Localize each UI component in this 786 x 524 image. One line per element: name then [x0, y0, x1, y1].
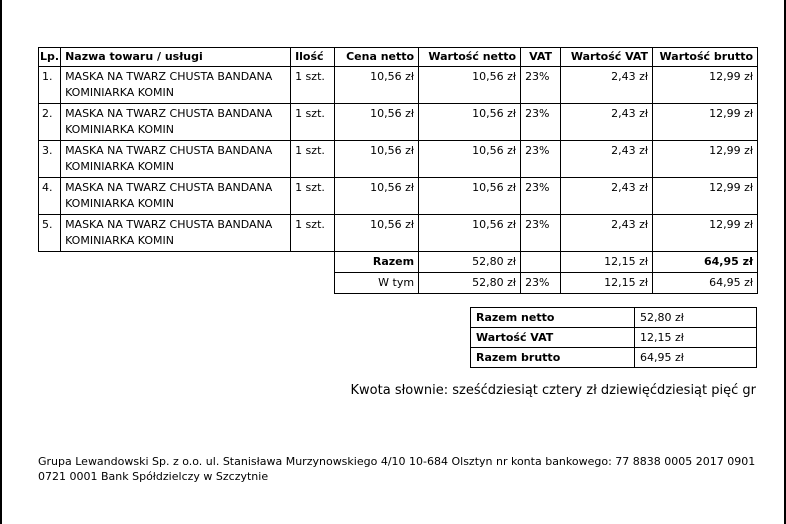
cell-vat: 23%: [521, 215, 561, 252]
invoice-items-table: [38, 47, 758, 294]
cell-qty: 1 szt.: [291, 104, 335, 141]
header-net-value: Wartość netto: [419, 48, 521, 67]
cell-vat: 23%: [521, 67, 561, 104]
summary-label: Razem netto: [471, 308, 635, 328]
table-row: [39, 104, 758, 141]
company-footer: Grupa Lewandowski Sp. z o.o. ul. Stanisława Murzynowskiego 4/10 10-684 Olsztyn nr konta bankowego: 77 8838 0005 2017 0901 0721 0001 Bank Spółdzielczy w Szczytnie: [38, 455, 756, 483]
breakdown-label: W tym: [335, 273, 419, 294]
table-row: [39, 178, 758, 215]
cell-qty: 1 szt.: [291, 178, 335, 215]
summary-row: [471, 328, 757, 348]
cell-net-value: 10,56 zł: [419, 67, 521, 104]
header-gross-value: Wartość brutto: [653, 48, 758, 67]
totals-vat: [521, 252, 561, 273]
cell-vat: 23%: [521, 178, 561, 215]
header-vat-value: Wartość VAT: [561, 48, 653, 67]
cell-net-price: 10,56 zł: [335, 178, 419, 215]
totals-row: [39, 252, 758, 273]
breakdown-vat: 23%: [521, 273, 561, 294]
totals-vat-value: 12,15 zł: [561, 252, 653, 273]
cell-vat: 23%: [521, 104, 561, 141]
cell-gross-value: 12,99 zł: [653, 178, 758, 215]
vat-breakdown-row: [39, 273, 758, 294]
summary-value: 64,95 zł: [635, 348, 757, 368]
cell-net-price: 10,56 zł: [335, 215, 419, 252]
cell-qty: 1 szt.: [291, 215, 335, 252]
cell-vat-value: 2,43 zł: [561, 215, 653, 252]
breakdown-gross-value: 64,95 zł: [653, 273, 758, 294]
header-name: Nazwa towaru / usługi: [61, 48, 291, 67]
cell-net-price: 10,56 zł: [335, 67, 419, 104]
summary-row: [471, 308, 757, 328]
cell-name: MASKA NA TWARZ CHUSTA BANDANA KOMINIARKA KOMIN: [61, 104, 291, 141]
summary-table: [470, 307, 757, 368]
page-border-left: [0, 0, 2, 524]
cell-name: MASKA NA TWARZ CHUSTA BANDANA KOMINIARKA KOMIN: [61, 215, 291, 252]
cell-lp: 1.: [39, 67, 61, 104]
cell-lp: 2.: [39, 104, 61, 141]
table-row: [39, 215, 758, 252]
cell-name: MASKA NA TWARZ CHUSTA BANDANA KOMINIARKA KOMIN: [61, 141, 291, 178]
table-row: [39, 67, 758, 104]
table-row: [39, 141, 758, 178]
summary-label: Razem brutto: [471, 348, 635, 368]
cell-net-price: 10,56 zł: [335, 104, 419, 141]
cell-vat-value: 2,43 zł: [561, 104, 653, 141]
cell-net-value: 10,56 zł: [419, 215, 521, 252]
header-net-price: Cena netto: [335, 48, 419, 67]
amount-in-words: Kwota słownie: sześćdziesiąt cztery zł dziewięćdziesiąt pięć gr: [350, 383, 756, 398]
cell-qty: 1 szt.: [291, 141, 335, 178]
cell-name: MASKA NA TWARZ CHUSTA BANDANA KOMINIARKA KOMIN: [61, 178, 291, 215]
summary-row: [471, 348, 757, 368]
cell-gross-value: 12,99 zł: [653, 215, 758, 252]
cell-name: MASKA NA TWARZ CHUSTA BANDANA KOMINIARKA KOMIN: [61, 67, 291, 104]
cell-net-price: 10,56 zł: [335, 141, 419, 178]
cell-lp: 5.: [39, 215, 61, 252]
table-header-row: [39, 48, 758, 67]
summary-value: 12,15 zł: [635, 328, 757, 348]
cell-vat-value: 2,43 zł: [561, 178, 653, 215]
cell-gross-value: 12,99 zł: [653, 104, 758, 141]
totals-label: Razem: [335, 252, 419, 273]
header-vat: VAT: [521, 48, 561, 67]
cell-net-value: 10,56 zł: [419, 104, 521, 141]
summary-label: Wartość VAT: [471, 328, 635, 348]
cell-lp: 4.: [39, 178, 61, 215]
totals-gross-value: 64,95 zł: [653, 252, 758, 273]
header-qty: Ilość: [291, 48, 335, 67]
header-lp: Lp.: [39, 48, 61, 67]
cell-net-value: 10,56 zł: [419, 141, 521, 178]
totals-net-value: 52,80 zł: [419, 252, 521, 273]
cell-vat-value: 2,43 zł: [561, 141, 653, 178]
breakdown-vat-value: 12,15 zł: [561, 273, 653, 294]
cell-vat: 23%: [521, 141, 561, 178]
cell-gross-value: 12,99 zł: [653, 141, 758, 178]
cell-lp: 3.: [39, 141, 61, 178]
cell-vat-value: 2,43 zł: [561, 67, 653, 104]
summary-value: 52,80 zł: [635, 308, 757, 328]
cell-net-value: 10,56 zł: [419, 178, 521, 215]
cell-qty: 1 szt.: [291, 67, 335, 104]
cell-gross-value: 12,99 zł: [653, 67, 758, 104]
breakdown-net-value: 52,80 zł: [419, 273, 521, 294]
